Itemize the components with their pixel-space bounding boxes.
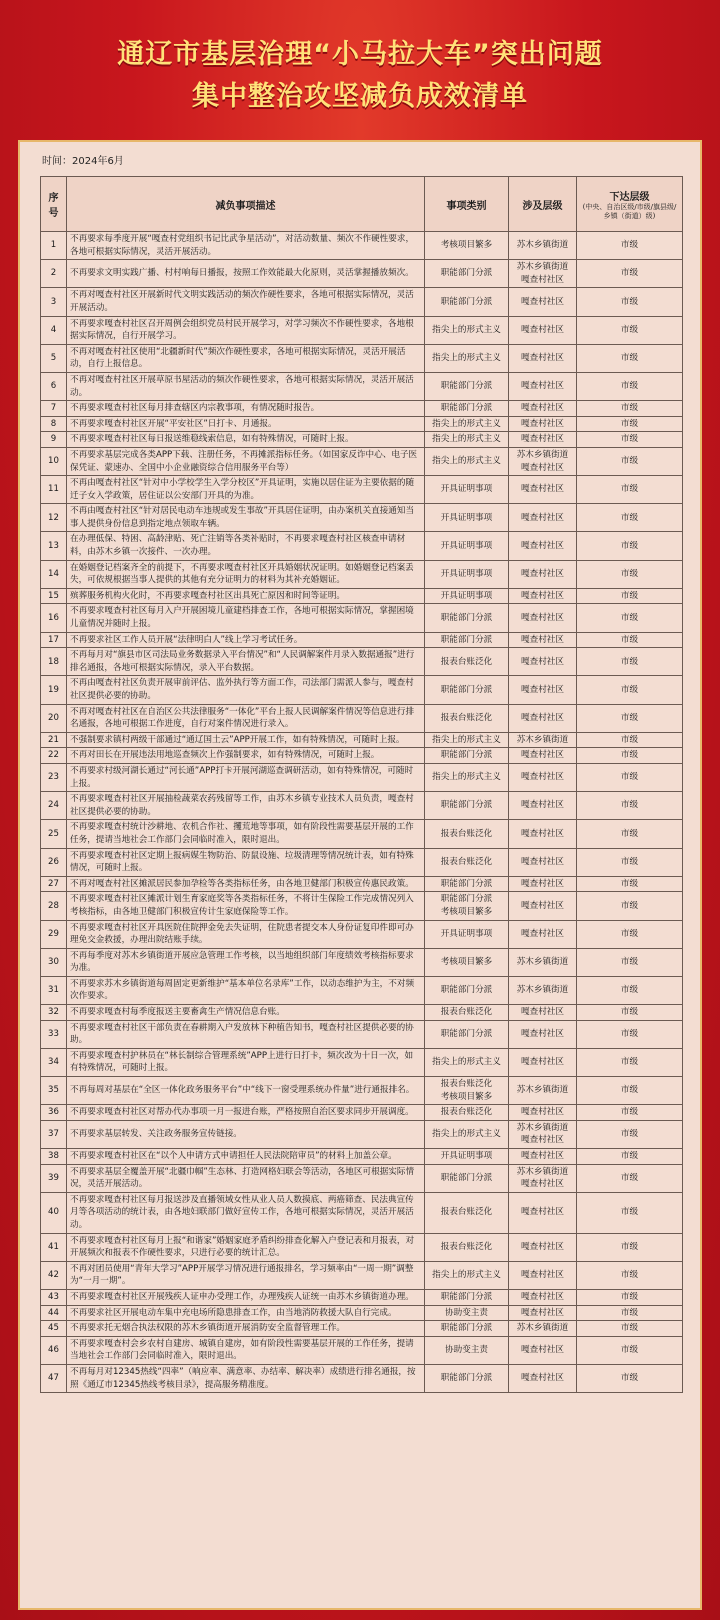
table-row <box>41 1233 683 1261</box>
row-description: 不再要求嘎查村护林员在“林长制综合管理系统”APP上进行日打卡，频次改为十日一次，如有特殊情况，可随时上报。 <box>67 1048 425 1076</box>
row-number: 15 <box>41 588 67 604</box>
row-description: 不再要求托无烟合执法权限的苏木乡镇街道开展消防安全监督管理工作。 <box>67 1321 425 1337</box>
row-description: 不再由嘎查村社区“针对中小学校学生入学分校区”开具证明，实施以居住证为主要依据的随迁子女入学政策，居住证以公安部门开具的为准。 <box>67 476 425 504</box>
row-level: 嘎查村社区 <box>509 532 577 560</box>
table-row <box>41 504 683 532</box>
row-issue-level: 市级 <box>577 1005 683 1021</box>
row-number: 8 <box>41 416 67 432</box>
row-number: 32 <box>41 1005 67 1021</box>
table-row <box>41 1336 683 1364</box>
row-issue-level: 市级 <box>577 288 683 316</box>
row-level: 嘎查村社区 <box>509 1005 577 1021</box>
row-description: 不再要求嘎查村社区开展抽检蔬菜农药残留等工作，由苏木乡镇专业技术人员负责，嘎查村社区提供必要的协助。 <box>67 792 425 820</box>
row-category: 开具证明事项 <box>425 588 509 604</box>
table-row <box>41 344 683 372</box>
row-issue-level: 市级 <box>577 1233 683 1261</box>
row-issue-level: 市级 <box>577 1289 683 1305</box>
table-row <box>41 892 683 920</box>
table-row <box>41 532 683 560</box>
row-level: 嘎查村社区 <box>509 820 577 848</box>
row-description: 不再要求嘎查村社区摊派计划生育家庭奖等各类指标任务，不将计生保险工作完成情况列入考核指标，由各地卫健部门积极宣传计生家庭保险等工作。 <box>67 892 425 920</box>
row-number: 27 <box>41 876 67 892</box>
row-category: 指尖上的形式主义 <box>425 1120 509 1148</box>
row-category: 指尖上的形式主义 <box>425 1261 509 1289</box>
row-category: 开具证明事项 <box>425 1149 509 1165</box>
row-number: 44 <box>41 1305 67 1321</box>
table-row <box>41 372 683 400</box>
row-number: 19 <box>41 676 67 704</box>
row-number: 25 <box>41 820 67 848</box>
row-description: 在办理低保、特困、高龄津贴、死亡注销等各类补贴时，不再要求嘎查村社区核查申请材料，由苏木乡镇一次接件、一次办理。 <box>67 532 425 560</box>
row-number: 4 <box>41 316 67 344</box>
row-category: 指尖上的形式主义 <box>425 316 509 344</box>
row-description: 不再要求嘎查村社区每月入户开展困境儿童建档排查工作，各地可根据实际情况，掌握困境儿童情况并随时上报。 <box>67 604 425 632</box>
row-level: 嘎查村社区 <box>509 676 577 704</box>
row-category: 职能部门分派 <box>425 260 509 288</box>
row-number: 31 <box>41 976 67 1004</box>
row-number: 43 <box>41 1289 67 1305</box>
row-level: 嘎查村社区 <box>509 1149 577 1165</box>
table-row <box>41 876 683 892</box>
row-issue-level: 市级 <box>577 1120 683 1148</box>
row-category: 协助变主责 <box>425 1336 509 1364</box>
row-category: 指尖上的形式主义 <box>425 344 509 372</box>
row-category: 职能部门分派 <box>425 792 509 820</box>
row-category: 指尖上的形式主义 <box>425 763 509 791</box>
row-level: 嘎查村社区 <box>509 876 577 892</box>
row-level: 嘎查村社区 <box>509 1192 577 1233</box>
row-number: 12 <box>41 504 67 532</box>
table-row <box>41 401 683 417</box>
row-level: 嘎查村社区 <box>509 1233 577 1261</box>
row-category: 职能部门分派 <box>425 632 509 648</box>
row-description: 不再要求嘎查村统计沙耕地、农机合作社、攫荒地等事项，如有阶段性需要基层开展的工作任务，提请当地社会工作部门会同临时准入，限时退出。 <box>67 820 425 848</box>
row-issue-level: 市级 <box>577 748 683 764</box>
table-header-row <box>41 177 683 232</box>
row-level: 嘎查村社区 <box>509 1048 577 1076</box>
row-category: 职能部门分派 <box>425 748 509 764</box>
row-description: 不再要求嘎查村社区开展“平安社区”日打卡、月通报。 <box>67 416 425 432</box>
row-number: 47 <box>41 1364 67 1392</box>
row-category: 指尖上的形式主义 <box>425 416 509 432</box>
header-category: 事项类别 <box>425 177 509 232</box>
row-number: 42 <box>41 1261 67 1289</box>
row-issue-level: 市级 <box>577 792 683 820</box>
row-number: 3 <box>41 288 67 316</box>
row-category: 职能部门分派 <box>425 1321 509 1337</box>
row-level: 嘎查村社区 <box>509 648 577 676</box>
row-issue-level: 市级 <box>577 504 683 532</box>
table-row <box>41 1321 683 1337</box>
header-issue-level <box>577 177 683 232</box>
row-number: 6 <box>41 372 67 400</box>
row-level: 苏木乡镇街道 <box>509 732 577 748</box>
table-row <box>41 588 683 604</box>
table-row <box>41 920 683 948</box>
table-row <box>41 948 683 976</box>
row-number: 18 <box>41 648 67 676</box>
row-category: 考核项目繁多 <box>425 948 509 976</box>
row-number: 20 <box>41 704 67 732</box>
row-category: 开具证明事项 <box>425 476 509 504</box>
table-row <box>41 288 683 316</box>
row-description: 不再要求嘎查村社区每日报送维稳线索信息，如有特殊情况，可随时上报。 <box>67 432 425 448</box>
row-number: 23 <box>41 763 67 791</box>
list-panel <box>18 140 702 1610</box>
measures-table <box>40 176 683 1393</box>
table-row <box>41 1048 683 1076</box>
row-category: 开具证明事项 <box>425 920 509 948</box>
row-category: 职能部门分派 <box>425 604 509 632</box>
row-number: 34 <box>41 1048 67 1076</box>
row-description: 不再每月对12345热线“四率”（响应率、满意率、办结率、解决率）成绩进行排名通报，按照《通辽市12345热线考核目录》，提高服务精准度。 <box>67 1364 425 1392</box>
row-description: 不再要求嘎查村社区在“以个人申请方式申请担任人民法院陪审员”的材料上加盖公章。 <box>67 1149 425 1165</box>
row-number: 46 <box>41 1336 67 1364</box>
row-level: 嘎查村社区 <box>509 1305 577 1321</box>
row-level: 嘎查村社区 <box>509 416 577 432</box>
row-level: 苏木乡镇街道 嘎查村社区 <box>509 1120 577 1148</box>
row-description: 不再每月对“旗县市区司法局业务数据录入平台情况”和“人民调解案件月录入数据通报”进行排名通报，各地可根据实际情况，录入平台数据。 <box>67 648 425 676</box>
row-issue-level: 市级 <box>577 532 683 560</box>
row-level: 嘎查村社区 <box>509 748 577 764</box>
row-category: 报表台账泛化 <box>425 820 509 848</box>
table-row <box>41 316 683 344</box>
table-row <box>41 976 683 1004</box>
row-issue-level: 市级 <box>577 704 683 732</box>
table-row <box>41 1364 683 1392</box>
table-row <box>41 1105 683 1121</box>
row-description: 不再要求嘎查村社区开具医院住院押金免去失证明，住院患者提交本人身份证复印件即可办理免交金救援，办理出院结账手续。 <box>67 920 425 948</box>
table-row <box>41 447 683 475</box>
row-number: 10 <box>41 447 67 475</box>
row-issue-level: 市级 <box>577 948 683 976</box>
header-desc: 减负事项描述 <box>67 177 425 232</box>
table-row <box>41 260 683 288</box>
row-category: 报表台账泛化 <box>425 704 509 732</box>
row-issue-level: 市级 <box>577 1164 683 1192</box>
table-row <box>41 1305 683 1321</box>
row-issue-level: 市级 <box>577 1077 683 1105</box>
row-category: 开具证明事项 <box>425 504 509 532</box>
row-description: 不再要求每季度开展“嘎查村党组织书记比武争星活动”，对活动数量、频次不作硬性要求，各地可根据实际情况，灵活开展活动。 <box>67 232 425 260</box>
row-number: 40 <box>41 1192 67 1233</box>
row-issue-level: 市级 <box>577 432 683 448</box>
table-row <box>41 792 683 820</box>
row-description: 殡葬服务机构火化时，不再要求嘎查村社区出具死亡原因和时间等证明。 <box>67 588 425 604</box>
row-category: 职能部门分派 <box>425 401 509 417</box>
row-category: 职能部门分派 <box>425 1364 509 1392</box>
row-level: 嘎查村社区 <box>509 920 577 948</box>
row-description: 不再对嘎查村社区摊派居民参加孕检等各类指标任务，由各地卫健部门积极宣传惠民政策。 <box>67 876 425 892</box>
row-description: 不再对嘎查村社区在自治区公共法律服务“一体化”平台上报人民调解案件情况等信息进行排名通报，各地可根据工作进度，自行对案件情况进行录入。 <box>67 704 425 732</box>
table-row <box>41 848 683 876</box>
row-issue-level: 市级 <box>577 820 683 848</box>
row-issue-level: 市级 <box>577 416 683 432</box>
row-level: 嘎查村社区 <box>509 1289 577 1305</box>
row-number: 9 <box>41 432 67 448</box>
date-label: 时间：2024年6月 <box>42 156 124 167</box>
table-row <box>41 1289 683 1305</box>
row-description: 不再由嘎查村社区“针对居民电动车违规或发生事故”开具居住证明，由办案机关直接通知当事人提供身份信息到指定地点领取车辆。 <box>67 504 425 532</box>
row-level: 嘎查村社区 <box>509 892 577 920</box>
row-category: 报表台账泛化 <box>425 1105 509 1121</box>
row-issue-level: 市级 <box>577 920 683 948</box>
row-issue-level: 市级 <box>577 1048 683 1076</box>
row-description: 不再要求嘎查村社区每月报送涉及直播领域女性从业人员人数摸底、两癌筛查、民法典宣传月等各项活动的统计表，由各地妇联部门做好宣传工作，各地可根据实际情况，灵活开展活动。 <box>67 1192 425 1233</box>
row-number: 24 <box>41 792 67 820</box>
row-description: 不再要求文明实践广播、村村响每日播报，按照工作效能最大化原则，灵活掌握播放频次。 <box>67 260 425 288</box>
row-level: 嘎查村社区 <box>509 1336 577 1364</box>
row-category: 职能部门分派 考核项目繁多 <box>425 892 509 920</box>
row-issue-level: 市级 <box>577 1305 683 1321</box>
row-issue-level: 市级 <box>577 732 683 748</box>
row-description: 不再要求嘎查村社区开展残疾人证申办受理工作，办理残疾人证统一由苏木乡镇街道办理。 <box>67 1289 425 1305</box>
row-level: 苏木乡镇街道 嘎查村社区 <box>509 260 577 288</box>
table-row <box>41 1149 683 1165</box>
title-line-1: 通辽市基层治理“小马拉大车”突出问题 <box>117 39 603 70</box>
row-level: 苏木乡镇街道 <box>509 948 577 976</box>
row-description: 不再对嘎查村社区使用“北疆新时代”频次作硬性要求，各地可根据实际情况，灵活开展活动，自行上报信息。 <box>67 344 425 372</box>
header-issue-sub: (中央、自治区级/市级/旗县级/乡镇（街道）级) <box>582 202 677 220</box>
header-issue-title: 下达层级 <box>609 191 650 203</box>
row-number: 45 <box>41 1321 67 1337</box>
row-level: 嘎查村社区 <box>509 588 577 604</box>
row-issue-level: 市级 <box>577 892 683 920</box>
row-number: 35 <box>41 1077 67 1105</box>
row-level: 嘎查村社区 <box>509 763 577 791</box>
table-row <box>41 232 683 260</box>
row-level: 嘎查村社区 <box>509 792 577 820</box>
table-row <box>41 763 683 791</box>
row-number: 13 <box>41 532 67 560</box>
row-level: 嘎查村社区 <box>509 1105 577 1121</box>
row-number: 33 <box>41 1020 67 1048</box>
row-level: 嘎查村社区 <box>509 344 577 372</box>
row-issue-level: 市级 <box>577 1192 683 1233</box>
row-issue-level: 市级 <box>577 763 683 791</box>
row-issue-level: 市级 <box>577 632 683 648</box>
row-category: 职能部门分派 <box>425 676 509 704</box>
row-category: 指尖上的形式主义 <box>425 732 509 748</box>
row-description: 不再要求基层完成各类APP下载、注册任务，不再摊派指标任务。（如国家反诈中心、电子医保凭证、蒙速办、全国中小企业融资综合信用服务平台等） <box>67 447 425 475</box>
row-description: 不再对嘎查村社区开展新时代文明实践活动的频次作硬性要求，各地可根据实际情况，灵活开展活动。 <box>67 288 425 316</box>
row-number: 2 <box>41 260 67 288</box>
row-description: 不再要求嘎查村每季度报送主要畜禽生产情况信息台账。 <box>67 1005 425 1021</box>
row-issue-level: 市级 <box>577 1261 683 1289</box>
row-issue-level: 市级 <box>577 848 683 876</box>
row-number: 11 <box>41 476 67 504</box>
row-issue-level: 市级 <box>577 232 683 260</box>
table-row <box>41 1120 683 1148</box>
row-description: 不再要求社区工作人员开展“法律明白人”线上学习考试任务。 <box>67 632 425 648</box>
row-level: 嘎查村社区 <box>509 704 577 732</box>
row-level: 嘎查村社区 <box>509 632 577 648</box>
row-number: 41 <box>41 1233 67 1261</box>
row-issue-level: 市级 <box>577 588 683 604</box>
row-description: 不再要求基层全覆盖开展“北疆巾帼”生态林、打造网格妇联会等活动，各地区可根据实际情况，灵活开展活动。 <box>67 1164 425 1192</box>
row-number: 26 <box>41 848 67 876</box>
row-description: 不再要求社区开展电动车集中充电场所隐患排查工作，由当地消防救援大队自行完成。 <box>67 1305 425 1321</box>
row-level: 嘎查村社区 <box>509 401 577 417</box>
title-line-2: 集中整治攻坚减负成效清单 <box>192 81 528 112</box>
header-level: 涉及层级 <box>509 177 577 232</box>
row-issue-level: 市级 <box>577 676 683 704</box>
row-issue-level: 市级 <box>577 976 683 1004</box>
page-title <box>0 34 720 118</box>
row-description: 不再要求基层转发、关注政务服务宣传链接。 <box>67 1120 425 1148</box>
row-number: 36 <box>41 1105 67 1121</box>
row-description: 不再每周对基层在“全区一体化政务服务平台”中“线下一窗受理系统办件量”进行通报排名。 <box>67 1077 425 1105</box>
row-level: 嘎查村社区 <box>509 372 577 400</box>
table-row <box>41 632 683 648</box>
row-issue-level: 市级 <box>577 372 683 400</box>
row-number: 38 <box>41 1149 67 1165</box>
table-row <box>41 732 683 748</box>
row-number: 14 <box>41 560 67 588</box>
row-category: 指尖上的形式主义 <box>425 1048 509 1076</box>
row-description: 不再由嘎查村社区负责开展审前评估、监外执行等方面工作，司法部门需派人参与，嘎查村社区提供必要的协助。 <box>67 676 425 704</box>
row-level: 嘎查村社区 <box>509 504 577 532</box>
row-description: 不再要求嘎查村社区定期上报病媒生物防治、防鼠设施、垃圾清理等情况统计表，如有特殊情况，可随时上报。 <box>67 848 425 876</box>
row-category: 报表台账泛化 <box>425 1233 509 1261</box>
row-category: 报表台账泛化 <box>425 1192 509 1233</box>
row-category: 职能部门分派 <box>425 1289 509 1305</box>
row-description: 不再对团员使用“青年大学习”APP开展学习情况进行通报排名，学习频率由“一周一期”调整为“一月一期”。 <box>67 1261 425 1289</box>
table-row <box>41 1261 683 1289</box>
row-issue-level: 市级 <box>577 1020 683 1048</box>
row-description: 不再对嘎查村社区开展草原书屋活动的频次作硬性要求，各地可根据实际情况，灵活开展活动。 <box>67 372 425 400</box>
row-issue-level: 市级 <box>577 1364 683 1392</box>
row-number: 29 <box>41 920 67 948</box>
table-row <box>41 1164 683 1192</box>
row-category: 报表台账泛化 <box>425 848 509 876</box>
table-row <box>41 432 683 448</box>
row-category: 协助变主责 <box>425 1305 509 1321</box>
header-num: 序号 <box>41 177 67 232</box>
row-category: 职能部门分派 <box>425 1164 509 1192</box>
row-category: 报表台账泛化 <box>425 648 509 676</box>
row-description: 不再要求嘎查村社区干部负责在春耕期入户发放林下种植告知书，嘎查村社区提供必要的协助。 <box>67 1020 425 1048</box>
row-number: 5 <box>41 344 67 372</box>
row-level: 嘎查村社区 <box>509 288 577 316</box>
row-category: 职能部门分派 <box>425 876 509 892</box>
row-number: 30 <box>41 948 67 976</box>
table-row <box>41 676 683 704</box>
row-description: 不再要求村级河湖长通过“河长通”APP打卡开展河湖巡查调研活动，如有特殊情况，可随时上报。 <box>67 763 425 791</box>
row-issue-level: 市级 <box>577 1321 683 1337</box>
row-category: 报表台账泛化 <box>425 1005 509 1021</box>
row-level: 嘎查村社区 <box>509 316 577 344</box>
row-level: 嘎查村社区 <box>509 604 577 632</box>
row-number: 28 <box>41 892 67 920</box>
row-category: 报表台账泛化 考核项目繁多 <box>425 1077 509 1105</box>
row-category: 开具证明事项 <box>425 532 509 560</box>
row-issue-level: 市级 <box>577 648 683 676</box>
row-description: 不再要求嘎查村社区每月上报“和谐家”婚姻家庭矛盾纠纷排查化解入户登记表和月报表，对开展频次和报表不作硬性要求，只进行必要的统计汇总。 <box>67 1233 425 1261</box>
row-description: 在婚姻登记档案齐全的前提下，不再要求嘎查村社区开具婚姻状况证明。如婚姻登记档案丢失，可依规根据当事人提供的其他有充分证明力的材料为其补充婚姻证。 <box>67 560 425 588</box>
row-level: 嘎查村社区 <box>509 432 577 448</box>
row-issue-level: 市级 <box>577 560 683 588</box>
table-row <box>41 476 683 504</box>
row-issue-level: 市级 <box>577 1336 683 1364</box>
row-category: 职能部门分派 <box>425 372 509 400</box>
table-row <box>41 820 683 848</box>
row-issue-level: 市级 <box>577 876 683 892</box>
row-number: 1 <box>41 232 67 260</box>
row-issue-level: 市级 <box>577 401 683 417</box>
row-category: 指尖上的形式主义 <box>425 432 509 448</box>
row-number: 37 <box>41 1120 67 1148</box>
row-issue-level: 市级 <box>577 316 683 344</box>
table-row <box>41 560 683 588</box>
row-level: 嘎查村社区 <box>509 560 577 588</box>
row-issue-level: 市级 <box>577 1149 683 1165</box>
row-description: 不再要求嘎查村社区每月排查辖区内宗教事项，有情况随时报告。 <box>67 401 425 417</box>
row-level: 嘎查村社区 <box>509 1261 577 1289</box>
row-number: 21 <box>41 732 67 748</box>
row-description: 不强制要求镇村两级干部通过“通辽国土云”APP开展工作，如有特殊情况，可随时上报。 <box>67 732 425 748</box>
row-issue-level: 市级 <box>577 260 683 288</box>
row-category: 考核项目繁多 <box>425 232 509 260</box>
table-row <box>41 604 683 632</box>
row-level: 苏木乡镇街道 嘎查村社区 <box>509 447 577 475</box>
row-number: 17 <box>41 632 67 648</box>
row-level: 嘎查村社区 <box>509 1020 577 1048</box>
row-description: 不再要求嘎查村社区对帮办代办事项一月一报进台账，严格按照自治区要求同步开展调度。 <box>67 1105 425 1121</box>
row-issue-level: 市级 <box>577 344 683 372</box>
row-issue-level: 市级 <box>577 447 683 475</box>
row-level: 苏木乡镇街道 <box>509 1077 577 1105</box>
row-description: 不再每季度对苏木乡镇街道开展应急管理工作考核，以当地组织部门年度绩效考核指标要求为准。 <box>67 948 425 976</box>
row-level: 苏木乡镇街道 <box>509 1321 577 1337</box>
row-number: 22 <box>41 748 67 764</box>
row-category: 开具证明事项 <box>425 560 509 588</box>
table-row <box>41 1020 683 1048</box>
table-row <box>41 648 683 676</box>
row-level: 苏木乡镇街道 嘎查村社区 <box>509 1164 577 1192</box>
row-number: 39 <box>41 1164 67 1192</box>
table-row <box>41 1077 683 1105</box>
table-row <box>41 416 683 432</box>
row-number: 7 <box>41 401 67 417</box>
row-category: 指尖上的形式主义 <box>425 447 509 475</box>
row-issue-level: 市级 <box>577 476 683 504</box>
row-category: 职能部门分派 <box>425 976 509 1004</box>
row-description: 不再要求嘎查村社区召开周例会组织党员村民开展学习，对学习频次不作硬性要求，各地根据实际情况，自行开展学习。 <box>67 316 425 344</box>
row-issue-level: 市级 <box>577 604 683 632</box>
row-description: 不再对田长在开展违法用地巡查频次上作强制要求，如有特殊情况，可随时上报。 <box>67 748 425 764</box>
table-row <box>41 748 683 764</box>
table-row <box>41 1192 683 1233</box>
row-description: 不再要求苏木乡镇街道每周固定更新维护“基本单位名录库”工作，以动态维护为主，不对频次作要求。 <box>67 976 425 1004</box>
row-level: 苏木乡镇街道 <box>509 232 577 260</box>
row-description: 不再要求嘎查村会乡农村自建房、城镇自建房，如有阶段性需要基层开展的工作任务，提请当地社会工作部门会同临时准入，限时退出。 <box>67 1336 425 1364</box>
row-category: 职能部门分派 <box>425 1020 509 1048</box>
row-level: 嘎查村社区 <box>509 476 577 504</box>
row-level: 嘎查村社区 <box>509 1364 577 1392</box>
table-row <box>41 704 683 732</box>
row-level: 苏木乡镇街道 <box>509 976 577 1004</box>
row-category: 职能部门分派 <box>425 288 509 316</box>
table-row <box>41 1005 683 1021</box>
row-issue-level: 市级 <box>577 1105 683 1121</box>
row-level: 嘎查村社区 <box>509 848 577 876</box>
row-number: 16 <box>41 604 67 632</box>
